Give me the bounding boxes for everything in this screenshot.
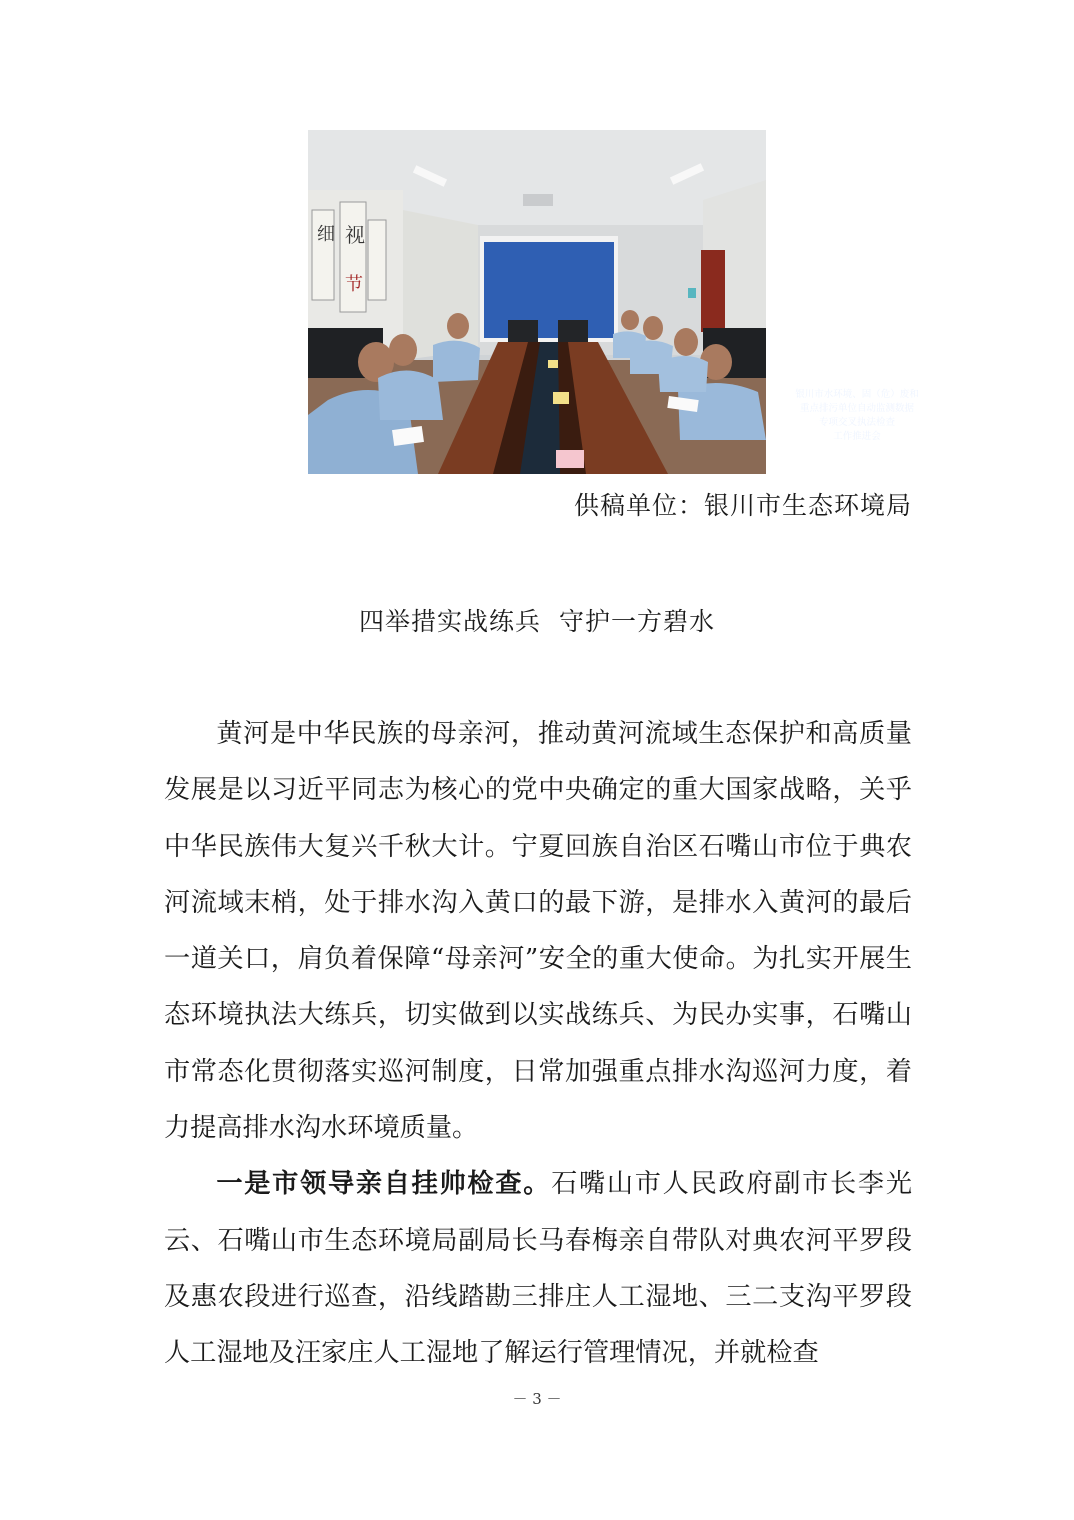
paragraph-text: 石嘴山市人民政府副市长李光云、石嘴山市生态环境局副局长马春梅亲自带队对典农河平罗段及惠农段进行巡查，沿线踏勘三排庄人工湿地、三二支沟平罗段人工湿地及汪家庄人工湿地了解运行管理情况，并就检查 — [164, 1169, 913, 1369]
svg-text:细: 细 — [317, 224, 335, 245]
page-number: － 3 － — [512, 1390, 562, 1408]
paragraph: 黄河是中华民族的母亲河，推动黄河流域生态保护和高质量发展是以习近平同志为核心的党中央确定的重大国家战略，关乎中华民族伟大复兴千秋大计。宁夏回族自治区石嘴山市位于典农河流域末梢，处于排水沟入黄口的最下游，是排水入黄河的最后一道关口，肩负着保障“母亲河”安全的重大使命。为扎实开展生态环境执法大练兵，切实做到以实战练兵、为民办实事，石嘴山市常态化贯彻落实巡河制度，日常加强重点排水沟巡河力度，着力提高排水沟水环境质量。 — [164, 719, 912, 1144]
meeting-photo — [308, 130, 919, 474]
photo-caption: 供稿单位：银川市生态环境局 — [573, 491, 912, 520]
svg-text:节: 节 — [345, 274, 363, 295]
projection-screen-text: 银川市水环境、固（危）废和 重点排污单位自动监测数据 专项交叉执法检查 工作推进会 — [795, 389, 919, 442]
article-body — [164, 706, 912, 1382]
svg-text:视: 视 — [345, 223, 365, 247]
paragraph — [164, 1156, 912, 1381]
article-title: 四举措实战练兵 守护一方碧水 — [359, 607, 715, 636]
paragraph-lead: 一是市领导亲自挂帅检查。 — [216, 1168, 552, 1200]
